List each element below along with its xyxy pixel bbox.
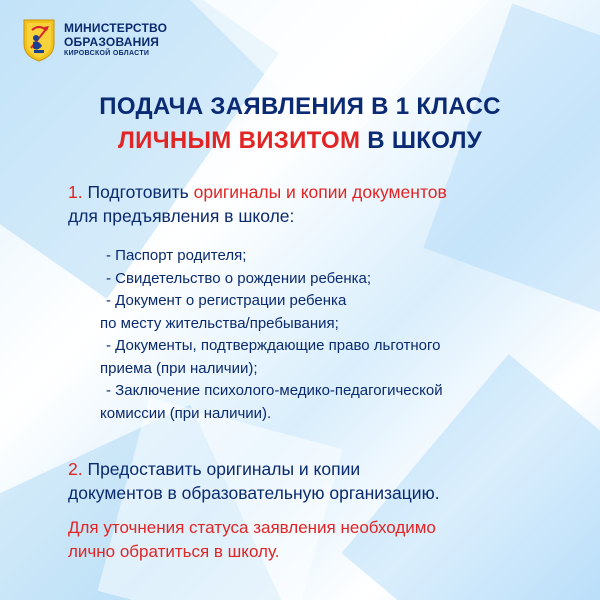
documents-list	[100, 245, 443, 425]
title-highlight: ЛИЧНЫМ ВИЗИТОМ	[118, 127, 361, 154]
step-2-number: 2.	[68, 459, 83, 479]
list-item: - Документы, подтверждающие право льготного	[106, 337, 441, 354]
list-item: - Свидетельство о рождении ребенка;	[106, 269, 372, 287]
page-title	[0, 90, 600, 158]
step-1	[68, 180, 447, 228]
step-2-text: Предоставить оригиналы и копии	[87, 459, 361, 479]
title-rest: В ШКОЛУ	[367, 127, 482, 154]
ministry-name-line1: МИНИСТЕРСТВО	[64, 21, 168, 35]
title-line1: ПОДАЧА ЗАЯВЛЕНИЯ В 1 КЛАСС	[99, 93, 501, 120]
step-1-highlight: оригиналы и копии документов	[193, 182, 447, 202]
ministry-region: КИРОВСКОЙ ОБЛАСТИ	[64, 50, 150, 57]
step-2-text-line2: документов в образовательную организацию.	[68, 483, 440, 503]
step-2	[68, 457, 440, 505]
step-1-text-line2: для предъявления в школе:	[68, 206, 295, 226]
step-1-number: 1.	[68, 182, 83, 202]
step-1-text: Подготовить	[87, 182, 189, 202]
list-item: - Заключение психолого-медико-педагогической	[106, 382, 443, 399]
ministry-name-line2: ОБРАЗОВАНИЯ	[64, 35, 160, 49]
note-line1: Для уточнения статуса заявления необходимо	[68, 518, 436, 537]
list-item: по месту жительства/пребывания;	[100, 314, 339, 332]
list-item: - Паспорт родителя;	[106, 247, 247, 264]
ministry-header	[22, 18, 167, 62]
list-item: - Документ о регистрации ребенка	[106, 292, 347, 309]
note-line2: лично обратиться в школу.	[68, 542, 280, 561]
list-item: комиссии (при наличии).	[100, 404, 272, 422]
kirov-coat-of-arms-icon	[22, 18, 56, 62]
list-item: приема (при наличии);	[100, 359, 258, 377]
status-note	[68, 516, 436, 564]
title-line2	[0, 124, 600, 158]
background-facet	[423, 3, 600, 336]
